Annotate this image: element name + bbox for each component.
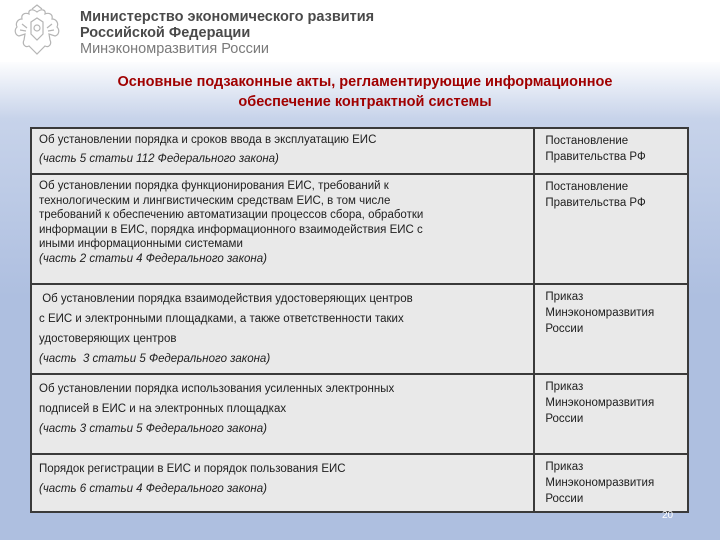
description-line: требований к обеспечению автоматизации процессов сбора, обработки [39,209,424,221]
law-reference: (часть 2 статьи 4 Федерального закона) [39,252,267,265]
regulation-description-cell [31,174,534,284]
act-line: России [545,323,584,335]
page-number: 20 [662,510,674,521]
act-type-cell [534,174,688,284]
table-row [31,374,688,454]
description-line: Об установлении порядка использования усиленных электронных [39,383,395,395]
law-reference: (часть 6 статьи 4 Федерального закона) [39,483,267,495]
act-type-cell [534,284,688,374]
description-line: информации в ЕИС, порядка информационного взаимодействия ЕИС с [39,223,423,236]
description-line: Об установлении порядка взаимодействия удостоверяющих центров [39,293,413,305]
regulation-description-cell [31,374,534,454]
act-line: Постановление [545,181,629,193]
act-line: Минэкономразвития [545,397,655,409]
law-reference: (часть 5 статьи 112 Федерального закона) [39,152,279,165]
act-line: Приказ [545,381,584,393]
act-line: Правительства РФ [545,197,646,209]
slide-title-line2: обеспечение контрактной системы [238,94,492,110]
act-type-cell [534,128,688,174]
law-reference: (часть 3 статьи 5 Федерального закона) [39,423,267,435]
act-line: Приказ [545,291,584,303]
act-line: Приказ [545,461,584,473]
law-reference: (часть 3 статьи 5 Федерального закона) [39,353,271,365]
act-line: России [545,493,584,505]
table-row [31,174,688,284]
description-line: Об установлении порядка и сроков ввода в эксплуатацию ЕИС [39,134,377,146]
description-line: подписей в ЕИС и на электронных площадках [39,403,287,415]
description-line: Об установлении порядка функционирования ЕИС, требований к [39,180,389,192]
regulations-table [30,127,689,513]
table-row [31,284,688,374]
description-line: технологическим и лингвистическим средствам ЕИС, в том числе [39,194,391,207]
regulation-description-cell [31,454,534,512]
description-line: удостоверяющих центров [39,333,177,345]
act-line: России [545,413,584,425]
ministry-name-line1: Министерство экономического развития [80,9,375,25]
act-type-cell [534,454,688,512]
ministry-short-name: Минэкономразвития России [80,41,270,57]
slide-title-line1: Основные подзаконные акты, регламентирующие информационное [117,74,613,90]
act-line: Постановление [545,135,629,147]
act-type-cell [534,374,688,454]
description-line: Порядок регистрации в ЕИС и порядок пользования ЕИС [39,463,346,475]
act-line: Минэкономразвития [545,307,655,319]
act-line: Минэкономразвития [545,477,655,489]
table-row [31,128,688,174]
ministry-name [80,9,374,41]
slide-header [0,0,720,62]
slide-title [40,72,690,112]
ministry-name-line2: Российской Федерации [80,25,251,41]
act-line: Правительства РФ [545,151,646,163]
description-line: иными информационными системами [39,238,243,250]
description-line: с ЕИС и электронными площадками, а также ответственности таких [39,313,404,325]
table-row [31,454,688,512]
regulation-description-cell [31,128,534,174]
regulation-description-cell [31,284,534,374]
coat-of-arms-icon [10,4,64,58]
